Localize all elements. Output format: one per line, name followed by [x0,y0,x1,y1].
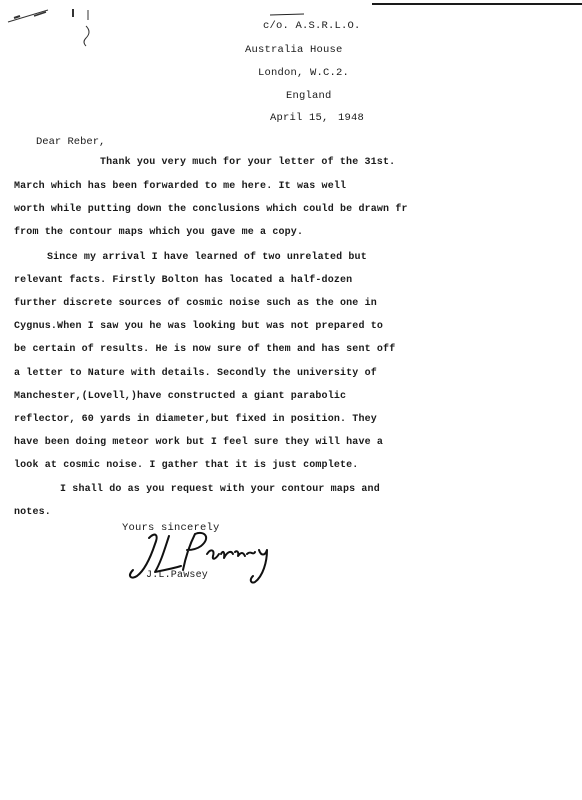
body-line: have been doing meteor work but I feel sure they will have a [14,437,384,448]
body-line: a letter to Nature with details. Secondly the university of [14,368,377,379]
closing: Yours sincerely [122,522,220,534]
body-line: Manchester,(Lovell,)have constructed a giant parabolic [14,391,347,402]
salutation: Dear Reber, [36,136,106,148]
corner-scan-marks [0,0,110,60]
body-line: relevant facts. Firstly Bolton has located a half-dozen [14,275,353,286]
body-line: further discrete sources of cosmic noise such as the one in [14,298,377,309]
address-line-4: England [286,90,332,102]
letter-year: 1948 [338,112,365,124]
body-line: from the contour maps which you gave me a copy. [14,227,304,238]
top-edge-rule [372,3,582,5]
signatory-name: J.L.Pawsey [146,570,209,581]
body-line: I shall do as you request with your contour maps and [60,484,380,495]
letter-date: April 15, [270,112,329,124]
body-line: reflector, 60 yards in diameter,but fixed in position. They [14,414,377,425]
address-line-2: Australia House [245,44,343,56]
address-underline-mark [268,11,308,17]
address-line-3: London, W.C.2. [258,67,350,79]
body-line: March which has been forwarded to me here. It was well [14,181,347,192]
address-line-1: c/o. A.S.R.L.O. [263,20,361,32]
body-line: look at cosmic noise. I gather that it is just complete. [14,460,359,471]
body-line: worth while putting down the conclusions which could be drawn fr [14,204,408,215]
body-line: Since my arrival I have learned of two unrelated but [47,252,367,263]
body-line: Cygnus.When I saw you he was looking but was not prepared to [14,321,384,332]
body-line: be certain of results. He is now sure of them and has sent off [14,344,396,355]
body-line: Thank you very much for your letter of the 31st. [100,157,396,168]
body-line: notes. [14,507,51,518]
